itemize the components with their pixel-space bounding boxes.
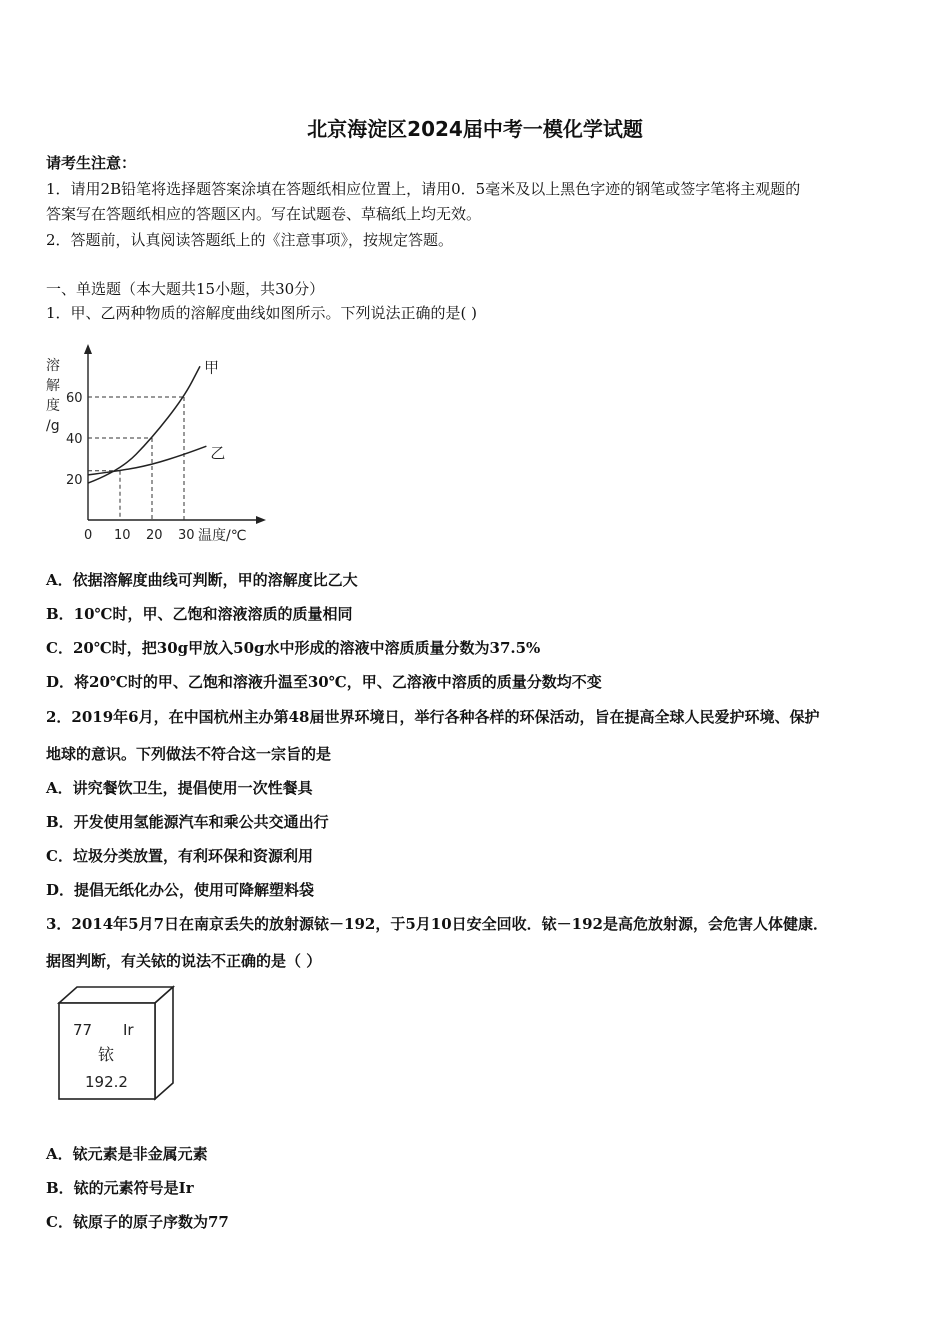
q3-stem-line2: 据图判断，有关铱的说法不正确的是（ ）: [46, 952, 322, 970]
x-axis-arrow: [256, 516, 266, 524]
q3-stem-line1: 3．2014年5月7日在南京丢失的放射源铱－192，于5月10日安全回收．铱－192是高危放射源，会危害人体健康．: [46, 915, 828, 933]
x-tick-label: 20: [146, 528, 163, 543]
element-cell: [55, 985, 180, 1105]
q1-option-a: A．依据溶解度曲线可判断，甲的溶解度比乙大: [46, 571, 358, 589]
q3-option-c: C．铱原子的原子序数为77: [46, 1213, 229, 1231]
q2-stem-line1: 2．2019年6月，在中国杭州主办第48届世界环境日，举行各种各样的环保活动，旨在提高全球人民爱护环境、保护: [46, 708, 820, 726]
page-title: 北京海淀区2024届中考一模化学试题: [307, 117, 643, 141]
q2-option-c: C．垃圾分类放置，有利环保和资源利用: [46, 847, 313, 865]
y-axis-label-char: 溶: [46, 358, 60, 374]
x-tick-label: 30: [178, 528, 195, 543]
notice-item1-line2: 答案写在答题纸相应的答题区内。写在试题卷、草稿纸上均无效。: [46, 205, 482, 223]
notice-item2: 2．答题前，认真阅读答题纸上的《注意事项》，按规定答题。: [46, 231, 454, 249]
element-number: 77: [73, 1021, 93, 1039]
y-tick-label: 60: [66, 391, 83, 406]
element-cell-top: [59, 987, 173, 1003]
q3-option-b: B．铱的元素符号是Ir: [46, 1179, 194, 1197]
element-symbol: Ir: [123, 1021, 134, 1039]
notice-item1-line1: 1．请用2B铅笔将选择题答案涂填在答题纸相应位置上，请用0．5毫米及以上黑色字迹的钢笔或签字笔将主观题的: [46, 180, 801, 198]
y-axis-label-char: 度: [46, 398, 60, 414]
x-tick-label: 0: [84, 528, 93, 543]
q1-stem: 1．甲、乙两种物质的溶解度曲线如图所示。下列说法正确的是( ): [46, 304, 478, 322]
y-axis-arrow: [84, 344, 92, 354]
q2-stem-line2: 地球的意识。下列做法不符合这一宗旨的是: [46, 745, 332, 763]
q2-option-a: A．讲究餐饮卫生，提倡使用一次性餐具: [46, 779, 313, 797]
notice-heading: 请考生注意：: [46, 154, 137, 172]
solubility-chart: [40, 340, 280, 545]
x-axis-label: 温度/℃: [198, 528, 247, 544]
series-label: 甲: [204, 358, 220, 377]
q1-option-d: D．将20℃时的甲、乙饱和溶液升温至30℃，甲、乙溶液中溶质的质量分数均不变: [46, 673, 602, 691]
y-tick-label: 40: [66, 432, 83, 447]
q2-option-d: D．提倡无纸化办公，使用可降解塑料袋: [46, 881, 315, 899]
element-cell-side: [155, 987, 173, 1099]
y-axis-label-char: 解: [46, 378, 60, 394]
q3-option-a: A．铱元素是非金属元素: [46, 1145, 208, 1163]
y-axis-label-char: /g: [46, 418, 60, 434]
y-tick-label: 20: [66, 473, 83, 488]
series-label: 乙: [210, 444, 226, 463]
element-mass: 192.2: [85, 1073, 128, 1091]
element-name: 铱: [98, 1045, 115, 1064]
section-heading: 一、单选题（本大题共15小题，共30分）: [46, 280, 325, 298]
x-tick-label: 10: [114, 528, 131, 543]
q1-option-b: B．10℃时，甲、乙饱和溶液溶质的质量相同: [46, 605, 353, 623]
q1-option-c: C．20℃时，把30g甲放入50g水中形成的溶液中溶质质量分数为37.5%: [46, 639, 541, 657]
q2-option-b: B．开发使用氢能源汽车和乘公共交通出行: [46, 813, 329, 831]
